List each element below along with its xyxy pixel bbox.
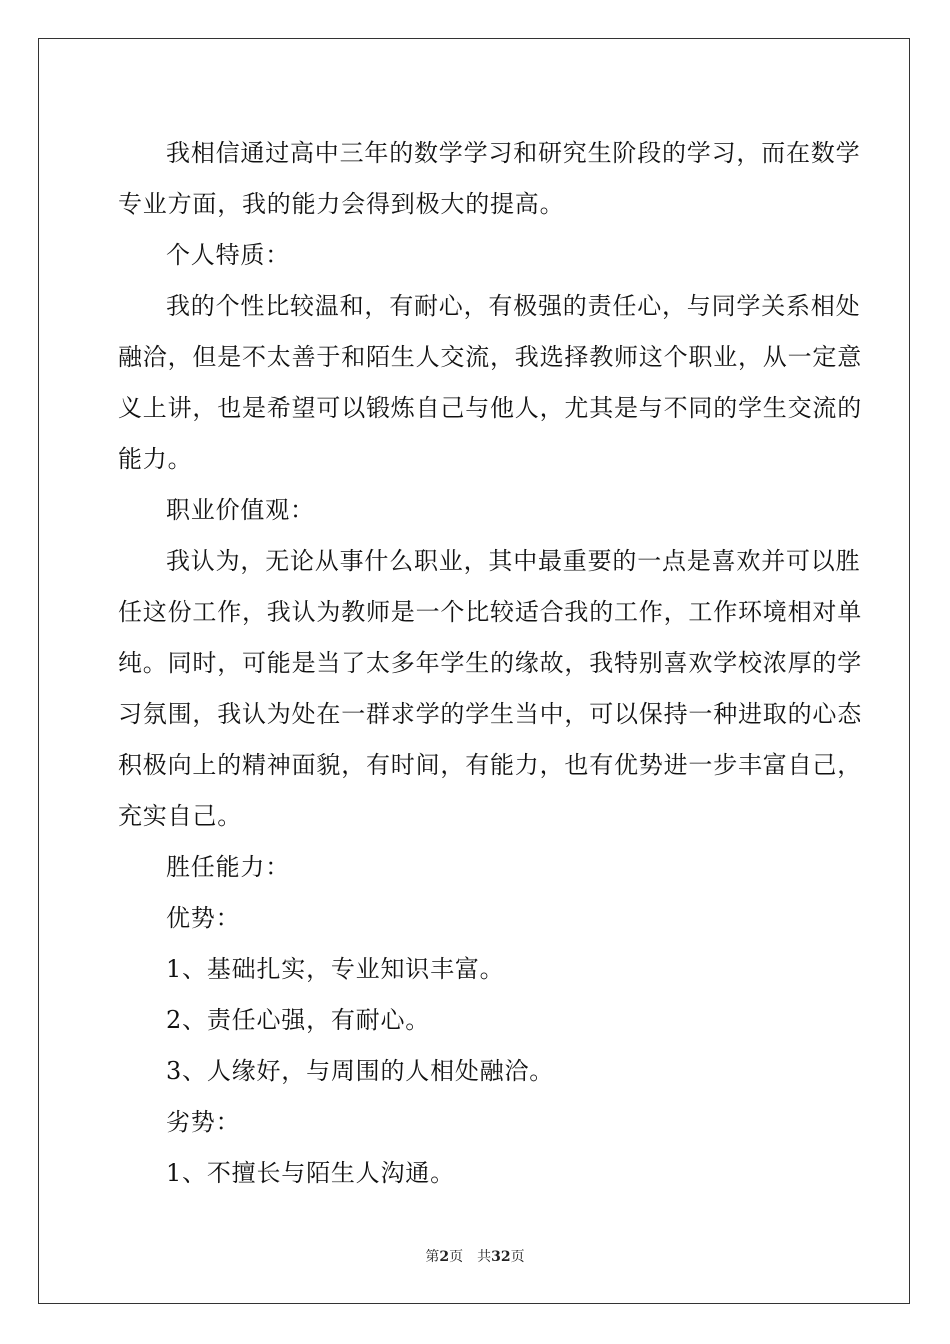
- subheading-strengths: 优势：: [166, 904, 241, 932]
- list-item: 2、责任心强，有耐心。: [166, 1006, 431, 1034]
- total-pages: 32: [491, 1249, 511, 1265]
- paragraph-line: 积极向上的精神面貌，有时间，有能力，也有优势进一步丰富自己，: [118, 751, 862, 779]
- page-number: 2: [439, 1249, 450, 1265]
- section-heading-competence: 胜任能力：: [166, 853, 290, 881]
- paragraph-line: 我的个性比较温和，有耐心，有极强的责任心，与同学关系相处: [166, 292, 861, 320]
- paragraph-line: 我认为，无论从事什么职业，其中最重要的一点是喜欢并可以胜: [166, 547, 861, 575]
- section-heading-personal-traits: 个人特质：: [166, 241, 290, 269]
- paragraph-line: 习氛围，我认为处在一群求学的学生当中，可以保持一种进取的心态: [118, 700, 862, 728]
- paragraph-line: 义上讲，也是希望可以锻炼自己与他人，尤其是与不同的学生交流的: [118, 394, 862, 422]
- paragraph-line: 专业方面，我的能力会得到极大的提高。: [118, 190, 565, 218]
- page-prefix: 第: [425, 1249, 440, 1265]
- paragraph-line: 纯。同时，可能是当了太多年学生的缘故，我特别喜欢学校浓厚的学: [118, 649, 862, 677]
- page-footer: [0, 1246, 950, 1266]
- subheading-weaknesses: 劣势：: [166, 1108, 241, 1136]
- list-item: 3、人缘好，与周围的人相处融洽。: [166, 1057, 555, 1085]
- paragraph-line: 能力。: [118, 445, 193, 473]
- list-item: 1、基础扎实，专业知识丰富。: [166, 955, 505, 983]
- section-heading-career-values: 职业价值观：: [166, 496, 315, 524]
- paragraph-line: 我相信通过高中三年的数学学习和研究生阶段的学习，而在数学: [166, 139, 861, 167]
- total-prefix: 共: [477, 1249, 492, 1265]
- page-suffix: 页: [449, 1249, 464, 1265]
- paragraph-line: 融洽，但是不太善于和陌生人交流，我选择教师这个职业，从一定意: [118, 343, 862, 371]
- list-item: 1、不擅长与陌生人沟通。: [166, 1159, 455, 1187]
- paragraph-line: 充实自己。: [118, 802, 242, 830]
- paragraph-line: 任这份工作，我认为教师是一个比较适合我的工作，工作环境相对单: [118, 598, 862, 626]
- total-suffix: 页: [510, 1249, 525, 1265]
- document-body: [118, 128, 862, 1199]
